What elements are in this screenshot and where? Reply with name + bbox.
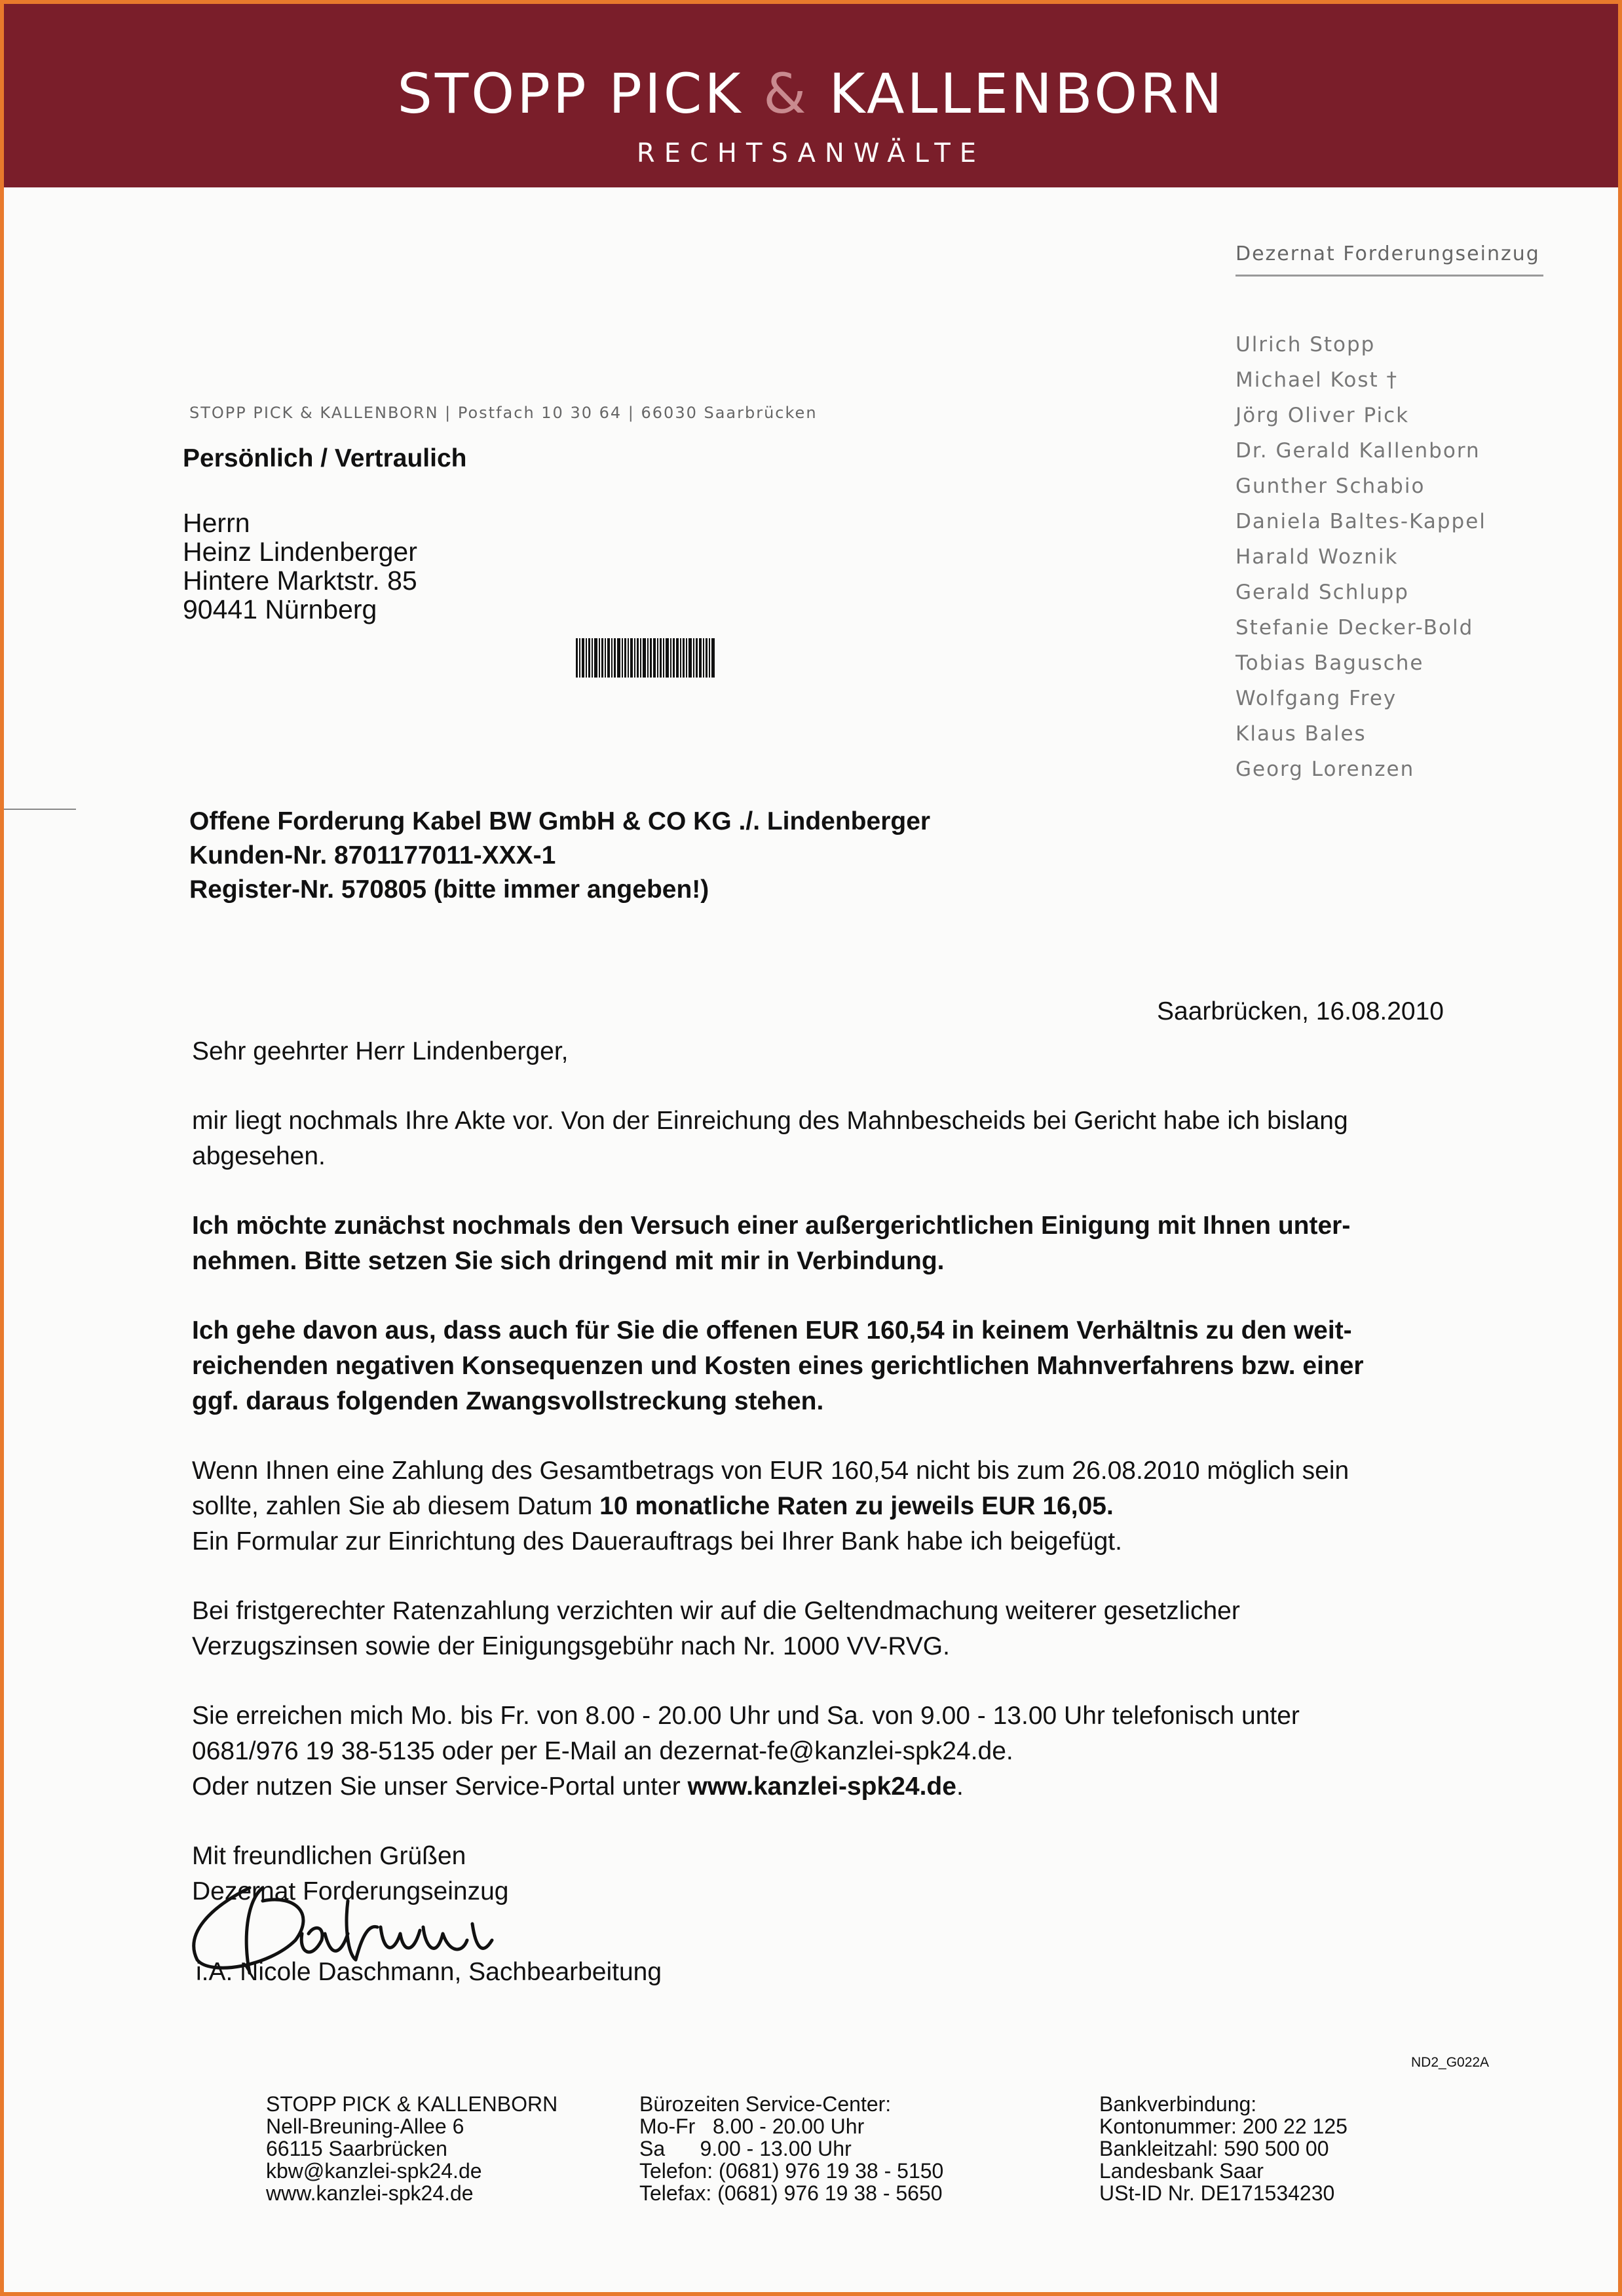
service-portal-link[interactable]: www.kanzlei-spk24.de — [687, 1772, 956, 1801]
contact-paragraph: Sie erreichen mich Mo. bis Fr. von 8.00 - 20.00 Uhr und Sa. von 9.00 - 13.00 Uhr telefonisch unter 0681/976 19 38-5135 oder per E-Mail an dezernat-fe@kanzlei-spk24.de. Oder nutzen Sie unser Service-Portal unter www.kanzlei-spk24.de. — [192, 1702, 1300, 1801]
subject-line: Offene Forderung Kabel BW GmbH & CO KG ./. Lindenberger — [189, 807, 931, 835]
department-heading: Dezernat Forderungseinzug — [1235, 242, 1543, 277]
recipient-line: Hintere Marktstr. 85 — [183, 565, 417, 596]
partner-name: Gerald Schlupp — [1235, 581, 1409, 604]
confidential-note: Persönlich / Vertraulich — [183, 444, 467, 472]
partner-name: Ulrich Stopp — [1235, 333, 1376, 356]
partner-name: Stefanie Decker-Bold — [1235, 616, 1474, 640]
payment-paragraph: Wenn Ihnen eine Zahlung des Gesamtbetrags von EUR 160,54 nicht bis zum 26.08.2010 möglich sein sollte, zahlen Sie ab diesem Datum 10 monatliche Raten zu jeweils EUR 16,05. Ein Formular zur Einrichtung des Dauerauftrags bei Ihrer Bank habe ich beigefügt. — [192, 1457, 1349, 1556]
partner-name: Daniela Baltes-Kappel — [1235, 510, 1486, 533]
barcode-icon — [576, 638, 715, 678]
footer-bank-details: Bankverbindung: Kontonummer: 200 22 125 Bankleitzahl: 590 500 00 Landesbank Saar USt-ID Nr. DE171534230 — [1099, 2092, 1348, 2205]
paragraph: mir liegt nochmals Ihre Akte vor. Von der Einreichung des Mahnbescheids bei Gericht habe ich bislang abgesehen. — [192, 1107, 1348, 1170]
paragraph-emphasis: Ich möchte zunächst nochmals den Versuch einer außergerichtlichen Einigung mit Ihnen unter- nehmen. Bitte setzen Sie sich dringend mit mir in Verbindung. — [192, 1212, 1351, 1275]
partner-name: Georg Lorenzen — [1235, 757, 1415, 781]
letter-date: Saarbrücken, 16.08.2010 — [1157, 997, 1444, 1025]
partner-name: Tobias Bagusche — [1235, 651, 1424, 675]
letter-body — [192, 1034, 1450, 1943]
sender-return-address: STOPP PICK & KALLENBORN | Postfach 10 30 64 | 66030 Saarbrücken — [189, 404, 818, 422]
footer-address: STOPP PICK & KALLENBORN Nell-Breuning-Allee 6 66115 Saarbrücken kbw@kanzlei-spk24.de www.kanzlei-spk24.de — [266, 2092, 558, 2205]
partner-name: Harald Woznik — [1235, 545, 1399, 569]
closing: Mit freundlichen Grüßen Dezernat Forderungseinzug — [192, 1842, 509, 1905]
recipient-line: 90441 Nürnberg — [183, 594, 377, 624]
firm-name: STOPP PICK & KALLENBORN — [397, 62, 1225, 126]
partner-name: Klaus Bales — [1235, 722, 1367, 746]
fold-mark — [4, 809, 76, 810]
partner-name: Dr. Gerald Kallenborn — [1235, 439, 1481, 463]
partner-list — [1235, 333, 1486, 793]
register-number: Register-Nr. 570805 (bitte immer angeben!) — [189, 875, 709, 904]
partner-name: Wolfgang Frey — [1235, 687, 1397, 710]
paragraph-emphasis: Ich gehe davon aus, dass auch für Sie die offenen EUR 160,54 in keinem Verhältnis zu den weit- reichenden negativen Konsequenzen und Kosten eines gerichtlichen Mahnverfahrens bzw. einer ggf. daraus folgenden Zwangsvollstreckung stehen. — [192, 1316, 1364, 1415]
partner-name: Jörg Oliver Pick — [1235, 404, 1410, 427]
salutation: Sehr geehrter Herr Lindenberger, — [192, 1037, 569, 1065]
customer-number: Kunden-Nr. 8701177011-XXX-1 — [189, 841, 556, 870]
partner-name: Michael Kost † — [1235, 368, 1398, 392]
firm-subtitle: RECHTSANWÄLTE — [636, 138, 986, 168]
recipient-line: Heinz Lindenberger — [183, 537, 417, 567]
paragraph: Bei fristgerechter Ratenzahlung verzichten wir auf die Geltendmachung weiterer gesetzlicher Verzugszinsen sowie der Einigungsgebühr nach Nr. 1000 VV-RVG. — [192, 1597, 1240, 1660]
footer-web-link[interactable]: www.kanzlei-spk24.de — [266, 2181, 474, 2205]
signer-name: i.A. Nicole Daschmann, Sachbearbeitung — [196, 1958, 662, 1986]
form-reference: ND2_G022A — [1411, 2055, 1490, 2070]
partner-name: Gunther Schabio — [1235, 474, 1425, 498]
installment-terms: 10 monatliche Raten zu jeweils EUR 16,05. — [599, 1492, 1114, 1520]
letter-page — [4, 4, 1618, 2292]
footer-office-hours: Bürozeiten Service-Center: Mo-Fr 8.00 - 20.00 Uhr Sa 9.00 - 13.00 Uhr Telefon: (0681) 976 19 38 - 5150 Telefax: (0681) 976 19 38 - 5650 — [639, 2092, 944, 2205]
recipient-line: Herrn — [183, 508, 250, 538]
footer-email-link[interactable]: kbw@kanzlei-spk24.de — [266, 2159, 482, 2183]
letterhead-banner — [4, 4, 1618, 187]
recipient-address — [183, 508, 417, 624]
subject-block — [189, 805, 930, 907]
